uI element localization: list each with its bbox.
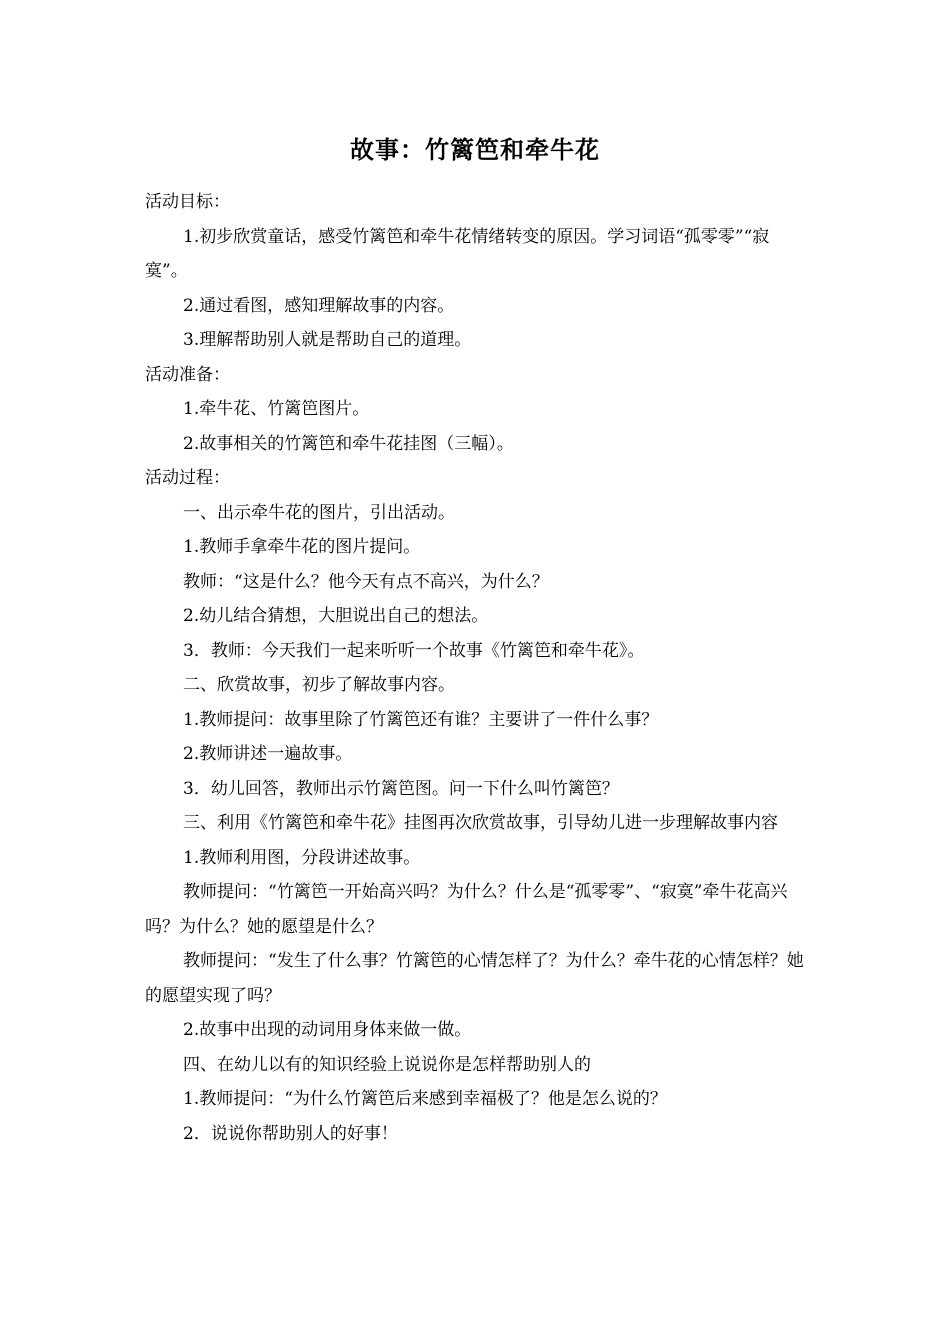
body-paragraph: 1.教师利用图，分段讲述故事。 (183, 847, 421, 868)
body-paragraph: 2．说说你帮助别人的好事！ (183, 1123, 398, 1144)
body-paragraph: 1.教师提问：“为什么竹篱笆后来感到幸福极了？他是怎么说的？ (183, 1089, 667, 1109)
body-paragraph: 二、欣赏故事，初步了解故事内容。 (183, 675, 455, 695)
body-paragraph: 1.初步欣赏童话，感受竹篱笆和牵牛花情绪转变的原因。学习词语“孤零零”“寂寞”。 (145, 226, 770, 281)
body-paragraph: 2.通过看图，感知理解故事的内容。 (183, 295, 455, 316)
document-body (145, 185, 810, 1151)
section-heading: 活动准备： (145, 364, 230, 385)
body-paragraph: 三、利用《竹篱笆和牵牛花》挂图再次欣赏故事，引导幼儿进一步理解故事内容 (183, 813, 778, 833)
body-paragraph: 教师提问：“竹篱笆一开始高兴吗？为什么？什么是“孤零零”、“寂寞”牵牛花高兴吗？为什么？她的愿望是什么？ (145, 882, 788, 937)
section-heading: 活动过程： (145, 468, 230, 488)
body-paragraph: 2.故事中出现的动词用身体来做一做。 (183, 1020, 472, 1040)
body-paragraph: 1.教师提问：故事里除了竹篱笆还有谁？主要讲了一件什么事？ (183, 709, 659, 730)
section-heading: 活动目标： (145, 192, 230, 212)
body-paragraph: 教师：“这是什么？他今天有点不高兴，为什么？ (183, 571, 549, 592)
body-paragraph: 四、在幼儿以有的知识经验上说说你是怎样帮助别人的 (183, 1054, 591, 1075)
body-paragraph: 3.理解帮助别人就是帮助自己的道理。 (183, 330, 472, 350)
body-paragraph: 教师提问：“发生了什么事？竹篱笆的心情怎样了？为什么？牵牛花的心情怎样？她的愿望实现了吗？ (145, 951, 804, 1006)
body-paragraph: 1.牵牛花、竹篱笆图片。 (183, 399, 370, 419)
body-paragraph: 3．教师：今天我们一起来听听一个故事《竹篱笆和牵牛花》。 (183, 640, 645, 661)
body-paragraph: 2.教师讲述一遍故事。 (183, 744, 353, 764)
body-paragraph: 1.教师手拿牵牛花的图片提问。 (183, 537, 421, 557)
body-paragraph: 2.幼儿结合猜想，大胆说出自己的想法。 (183, 606, 489, 626)
body-paragraph: 3．幼儿回答，教师出示竹篱笆图。问一下什么叫竹篱笆？ (183, 778, 619, 799)
body-paragraph: 一、出示牵牛花的图片，引出活动。 (183, 502, 455, 523)
document-title: 故事：竹篱笆和牵牛花 (350, 136, 600, 164)
body-paragraph: 2.故事相关的竹篱笆和牵牛花挂图（三幅）。 (183, 433, 514, 454)
